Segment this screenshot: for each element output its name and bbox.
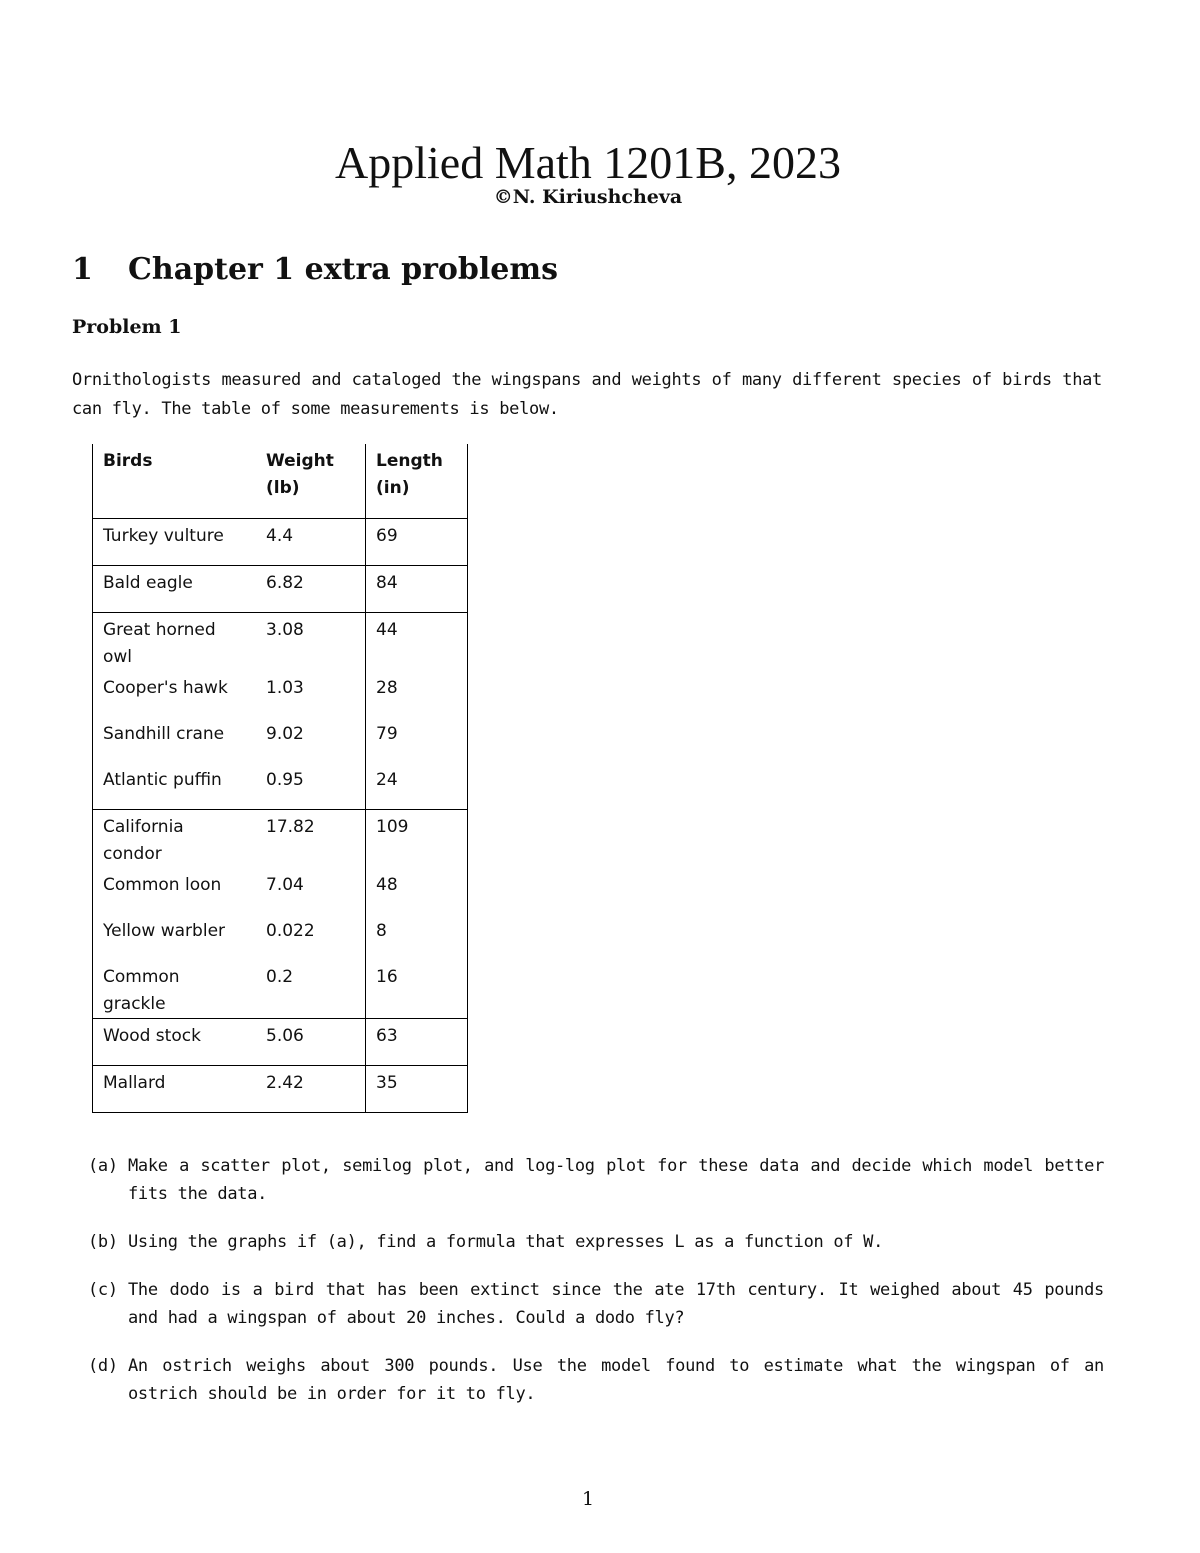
bird-length: 16 [366, 960, 468, 1019]
question-label: (a) [88, 1156, 118, 1176]
bird-weight: 3.08 [266, 620, 304, 640]
header-length: Length (in) [366, 444, 468, 519]
bird-name: Wood stock [93, 1019, 257, 1066]
question-item [88, 1228, 1104, 1256]
bird-weight: 6.82 [256, 566, 366, 613]
bird-name: California condor [103, 817, 184, 864]
bird-length: 69 [366, 519, 468, 566]
bird-weight: 0.022 [266, 921, 315, 941]
table-row [93, 566, 468, 613]
problem-heading: Problem 1 [72, 316, 182, 338]
bird-weight: 2.42 [256, 1066, 366, 1113]
bird-name: Common grackle [93, 960, 257, 1019]
bird-length: 63 [366, 1019, 468, 1066]
bird-name: Atlantic puffin [93, 763, 257, 810]
table-row [93, 613, 468, 672]
table-row [93, 717, 468, 763]
question-text: The dodo is a bird that has been extinct since the ate 17th century. It weighed about 45 pounds and had a wingspan of about 20 inches. Could a dodo fly? [128, 1280, 1104, 1328]
question-label: (c) [88, 1280, 118, 1300]
question-item [88, 1276, 1104, 1332]
bird-name: Cooper's hawk [103, 678, 228, 698]
bird-weight: 9.02 [266, 724, 304, 744]
bird-weight: 1.03 [266, 678, 304, 698]
bird-name: Bald eagle [93, 566, 257, 613]
bird-length: 8 [366, 914, 468, 960]
bird-weight: 0.2 [256, 960, 366, 1019]
document-title: Applied Math 1201B, 2023 [335, 137, 841, 188]
table-row [93, 914, 468, 960]
section-number: 1 [72, 252, 93, 287]
section-heading [72, 252, 558, 287]
bird-weight: 17.82 [266, 817, 315, 837]
question-label: (d) [88, 1356, 118, 1376]
bird-name: Yellow warbler [103, 921, 226, 941]
bird-name: Common loon [103, 875, 222, 895]
section-title: Chapter 1 extra problems [128, 252, 559, 287]
table-row [93, 1066, 468, 1113]
bird-length: 48 [366, 868, 468, 914]
question-text: An ostrich weighs about 300 pounds. Use the model found to estimate what the wingspan of an ostrich should be in order for it to fly. [128, 1356, 1104, 1404]
bird-length: 109 [366, 810, 468, 869]
bird-weight: 0.95 [256, 763, 366, 810]
bird-name: Sandhill crane [103, 724, 225, 744]
bird-length: 28 [366, 671, 468, 717]
bird-name: Turkey vulture [93, 519, 257, 566]
bird-length: 79 [366, 717, 468, 763]
bird-length: 84 [366, 566, 468, 613]
problem-intro: Ornithologists measured and cataloged the wingspans and weights of many different species of birds that can fly. The table of some measurements is below. [72, 370, 1102, 419]
question-label: (b) [88, 1232, 118, 1252]
table-row [93, 960, 468, 1019]
question-list [88, 1152, 1104, 1428]
bird-length: 44 [366, 613, 468, 672]
table-row [93, 810, 468, 869]
question-text: Using the graphs if (a), find a formula that expresses L as a function of W. [128, 1232, 884, 1252]
question-item [88, 1352, 1104, 1408]
table-row [93, 519, 468, 566]
bird-measurements-table [92, 444, 468, 1113]
question-text: Make a scatter plot, semilog plot, and log-log plot for these data and decide which model better fits the data. [128, 1156, 1104, 1204]
bird-weight: 7.04 [266, 875, 304, 895]
bird-weight: 5.06 [256, 1019, 366, 1066]
table-row [93, 1019, 468, 1066]
bird-weight: 4.4 [256, 519, 366, 566]
bird-length: 24 [366, 763, 468, 810]
table-row [93, 671, 468, 717]
bird-name: Great horned owl [103, 620, 216, 667]
header-birds: Birds [93, 444, 257, 519]
author-line: ©N. Kiriushcheva [493, 186, 683, 208]
table-header-row [93, 444, 468, 519]
bird-length: 35 [366, 1066, 468, 1113]
header-weight: Weight (lb) [256, 444, 366, 519]
bird-name: Mallard [93, 1066, 257, 1113]
page-number: 1 [581, 1488, 595, 1510]
table-row [93, 868, 468, 914]
question-item [88, 1152, 1104, 1208]
table-row [93, 763, 468, 810]
